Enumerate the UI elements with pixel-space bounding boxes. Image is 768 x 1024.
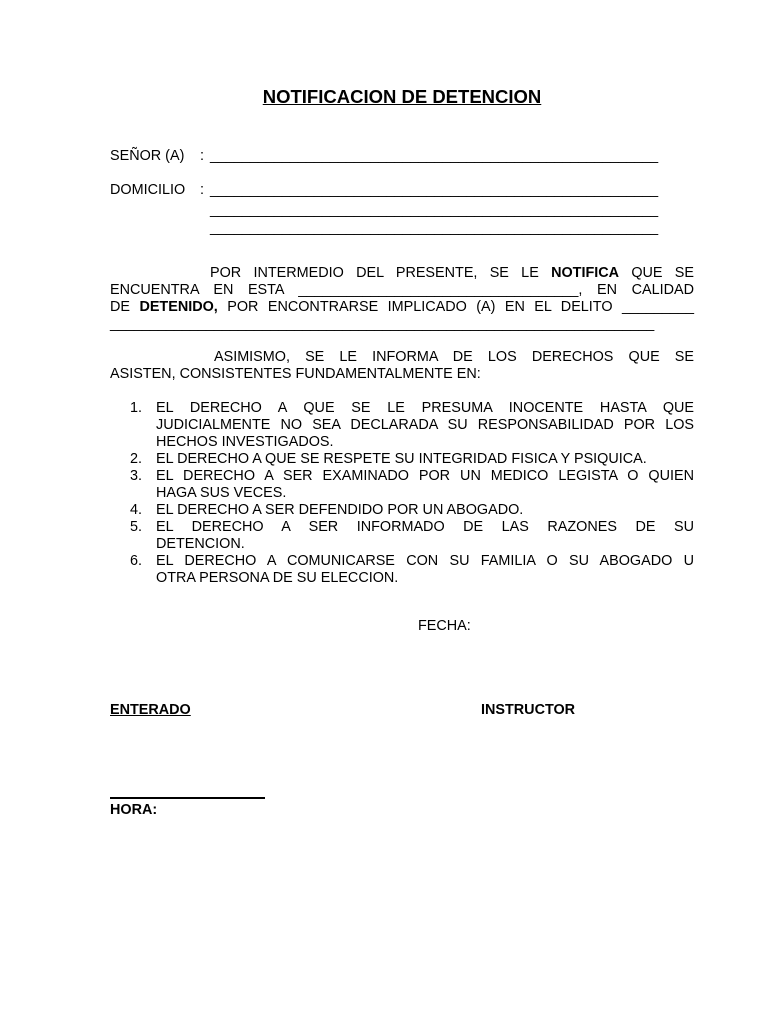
enterado-label: ENTERADO	[110, 702, 191, 718]
rights-list-item	[110, 451, 694, 468]
domicilio-colon: :	[200, 182, 204, 198]
rights-list-item	[110, 468, 694, 502]
list-number: 2.	[130, 451, 143, 467]
notification-text: QUE SE	[619, 265, 694, 281]
rights-list-item	[110, 502, 694, 519]
rights-intro-text: ASIMISMO, SE LE INFORMA DE LOS DERECHOS QUE SE	[214, 349, 694, 365]
fecha-label: FECHA:	[418, 618, 471, 634]
right-text-line: DETENCION.	[156, 536, 245, 552]
senor-blank-line: ________________________________________________________	[210, 148, 659, 164]
domicilio-blank-line: ________________________________________________________	[210, 220, 659, 236]
rights-intro-line: ASISTEN, CONSISTENTES FUNDAMENTALMENTE EN:	[110, 366, 481, 382]
notification-text: POR ENCONTRARSE IMPLICADO (A) EN EL DELITO _________	[217, 299, 694, 315]
right-text-line: EL DERECHO A QUE SE LE PRESUMA INOCENTE HASTA QUE	[156, 400, 694, 416]
list-number: 3.	[130, 468, 143, 484]
list-number: 1.	[130, 400, 143, 416]
detenido-bold-text: DETENIDO,	[139, 299, 218, 315]
right-text-line: EL DERECHO A SER DEFENDIDO POR UN ABOGADO.	[156, 502, 524, 518]
senor-colon: :	[200, 148, 204, 164]
notification-line	[110, 265, 694, 282]
notification-text: POR INTERMEDIO DEL PRESENTE, SE LE	[210, 265, 552, 281]
right-text-line: EL DERECHO A SER EXAMINADO POR UN MEDICO LEGISTA O QUIEN	[156, 468, 694, 484]
list-number: 4.	[130, 502, 143, 518]
rights-list	[110, 400, 694, 587]
rights-intro-line	[110, 349, 694, 366]
notification-line: ENCUENTRA EN ESTA ___________________________________, EN CALIDAD	[110, 282, 694, 298]
notification-paragraph	[110, 265, 694, 333]
signature-line	[110, 797, 265, 799]
hora-label: HORA:	[110, 802, 158, 818]
right-text-line: HECHOS INVESTIGADOS.	[156, 434, 334, 450]
senor-label: SEÑOR (A)	[110, 148, 185, 164]
notification-line	[110, 299, 694, 316]
right-text-line: HAGA SUS VECES.	[156, 485, 287, 501]
notification-line: ____________________________________________________________________	[110, 316, 655, 332]
domicilio-label: DOMICILIO	[110, 182, 186, 198]
document-title: NOTIFICACION DE DETENCION	[262, 86, 542, 107]
rights-list-item	[110, 519, 694, 553]
rights-intro-paragraph	[110, 349, 694, 383]
notification-bold-text: NOTIFICA	[551, 265, 620, 281]
right-text-line: EL DERECHO A QUE SE RESPETE SU INTEGRIDAD FISICA Y PSIQUICA.	[156, 451, 647, 467]
right-text-line: OTRA PERSONA DE SU ELECCION.	[156, 570, 399, 586]
domicilio-blank-line: ________________________________________________________	[210, 182, 659, 198]
list-number: 6.	[130, 553, 143, 569]
right-text-line: EL DERECHO A COMUNICARSE CON SU FAMILIA O SU ABOGADO U	[156, 553, 694, 569]
right-text-line: EL DERECHO A SER INFORMADO DE LAS RAZONES DE SU	[156, 519, 694, 535]
rights-list-item	[110, 400, 694, 451]
list-number: 5.	[130, 519, 143, 535]
right-text-line: JUDICIALMENTE NO SEA DECLARADA SU RESPONSABILIDAD POR LOS	[156, 417, 694, 433]
domicilio-blank-line: ________________________________________________________	[210, 202, 659, 218]
notification-text: DE	[110, 299, 140, 315]
instructor-label: INSTRUCTOR	[481, 702, 576, 718]
rights-list-item	[110, 553, 694, 587]
